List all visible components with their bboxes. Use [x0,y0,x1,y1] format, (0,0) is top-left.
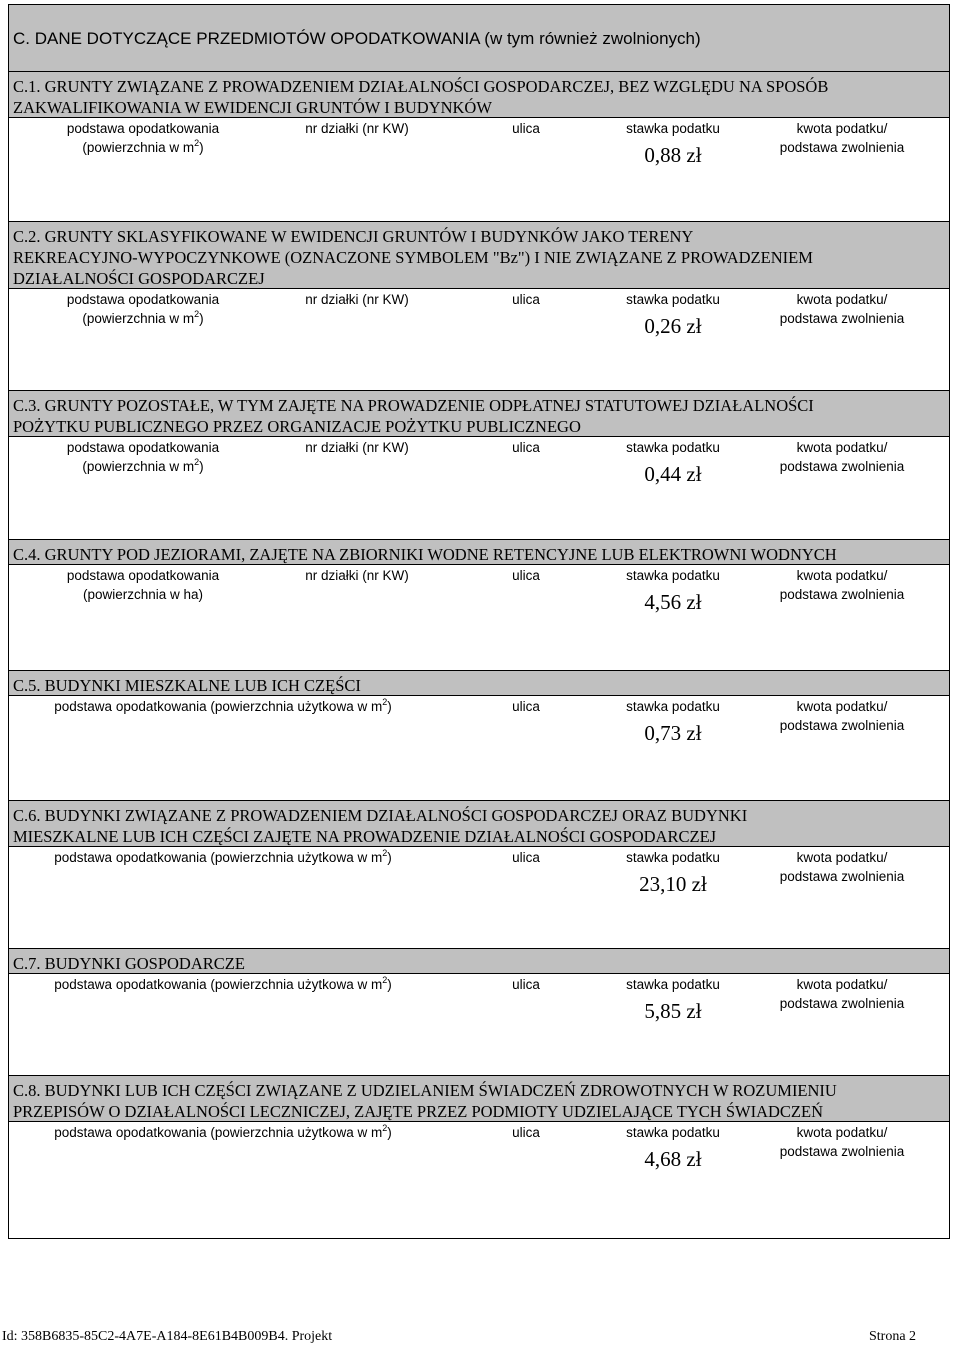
tax-rate-value: 4,56 zł [644,590,702,614]
base-area-label [54,699,391,714]
footer-document-id: Id: 358B6835-85C2-4A7E-A184-8E61B4B009B4. Projekt [2,1329,333,1344]
section-header-line: REKREACYJNO-WYPOCZYNKOWE (OZNACZONE SYMBOLEM "Bz") I NIE ZWIĄZANE Z PROWADZENIEM [13,248,813,267]
section-8-header [9,1076,949,1122]
exemption-basis-label: podstawa zwolnienia [779,459,905,474]
tax-rate-value: 0,88 zł [644,143,702,167]
base-area-text: podstawa opodatkowania (powierzchnia użytkowa w m [54,850,383,865]
square-superscript: 2 [194,457,200,467]
street-label: ulica [512,699,540,714]
section-header-line: POŻYTKU PUBLICZNEGO PRZEZ ORGANIZACJE POŻYTKU PUBLICZNEGO [13,417,581,436]
section-6-header [9,801,949,847]
section-2-fields [9,289,949,389]
square-superscript: 2 [194,309,200,319]
base-area-label [54,977,391,992]
tax-rate-label: stawka podatku [626,440,720,455]
street-label: ulica [512,850,540,865]
exemption-basis-label: podstawa zwolnienia [779,311,905,326]
section-header-line: C.2. GRUNTY SKLASYFIKOWANE W EWIDENCJI GRUNTÓW I BUDYNKÓW JAKO TERENY [13,227,694,246]
section-8-fields [9,1122,949,1222]
base-label: podstawa opodatkowania [66,440,220,455]
section-4 [9,540,949,671]
tax-rate-label: stawka podatku [626,568,720,583]
section-7-header [9,949,949,974]
footer-page-number: Strona 2 [869,1329,917,1344]
section-7 [9,949,949,1076]
tax-rate-label: stawka podatku [626,699,720,714]
street-label: ulica [512,568,540,583]
section-1 [9,72,949,222]
base-label: podstawa opodatkowania [66,121,220,136]
section-header-line: C.5. BUDYNKI MIESZKALNE LUB ICH CZĘŚCI [13,676,361,695]
tax-amount-label: kwota podatku/ [796,850,888,865]
street-label: ulica [512,977,540,992]
closing-paren: ) [387,1125,392,1140]
tax-amount-label: kwota podatku/ [796,1125,888,1140]
square-superscript: 2 [382,697,388,707]
base-area-label [54,850,391,865]
exemption-basis-label: podstawa zwolnienia [779,140,905,155]
section-3 [9,391,949,540]
plot-number-label: nr działki (nr KW) [305,121,409,136]
form-section-c [8,4,950,1239]
tax-amount-label: kwota podatku/ [796,699,888,714]
section-header-line: C.8. BUDYNKI LUB ICH CZĘŚCI ZWIĄZANE Z UDZIELANIEM ŚWIADCZEŃ ZDROWOTNYCH W ROZUMIENIU [13,1081,837,1100]
area-unit-text: (powierzchnia w m [82,459,195,474]
area-unit-label [82,140,203,155]
tax-rate-label: stawka podatku [626,850,720,865]
area-unit-label [82,311,203,326]
section-header-line: C.3. GRUNTY POZOSTAŁE, W TYM ZAJĘTE NA PROWADZENIE ODPŁATNEJ STATUTOWEJ DZIAŁALNOŚCI [13,396,814,415]
base-area-label [54,1125,391,1140]
base-area-text: podstawa opodatkowania (powierzchnia użytkowa w m [54,1125,383,1140]
exemption-basis-label: podstawa zwolnienia [779,1144,905,1159]
section-4-fields [9,565,949,665]
section-4-header [9,540,949,565]
tax-rate-label: stawka podatku [626,977,720,992]
tax-rate-label: stawka podatku [626,121,720,136]
section-header-line: ZAKWALIFIKOWANIA W EWIDENCJI GRUNTÓW I BUDYNKÓW [13,98,492,117]
base-area-text: podstawa opodatkowania (powierzchnia użytkowa w m [54,977,383,992]
base-label: podstawa opodatkowania [66,568,220,583]
closing-paren: ) [387,850,392,865]
section-5-header [9,671,949,696]
section-1-fields [9,118,949,218]
exemption-basis-label: podstawa zwolnienia [779,587,905,602]
closing-paren: ) [387,977,392,992]
section-3-fields [9,437,949,537]
section-2-header [9,222,949,289]
tax-rate-label: stawka podatku [626,292,720,307]
tax-rate-value: 0,26 zł [644,314,702,338]
sections-container [9,72,949,1224]
square-superscript: 2 [194,138,200,148]
closing-paren: ) [387,699,392,714]
square-superscript: 2 [382,1123,388,1133]
tax-amount-label: kwota podatku/ [796,440,888,455]
tax-rate-value: 0,73 zł [644,721,702,745]
tax-rate-value: 23,10 zł [639,872,707,896]
section-5-fields [9,696,949,796]
section-header-line: C.6. BUDYNKI ZWIĄZANE Z PROWADZENIEM DZIAŁALNOŚCI GOSPODARCZEJ ORAZ BUDYNKI [13,806,748,825]
exemption-basis-label: podstawa zwolnienia [779,718,905,733]
closing-paren: ) [199,311,204,326]
area-unit-text: (powierzchnia w m [82,140,195,155]
section-header-line: C.7. BUDYNKI GOSPODARCZE [13,954,245,973]
closing-paren: ) [199,459,204,474]
plot-number-label: nr działki (nr KW) [305,568,409,583]
base-area-text: podstawa opodatkowania (powierzchnia użytkowa w m [54,699,383,714]
section-3-header [9,391,949,437]
street-label: ulica [512,1125,540,1140]
street-label: ulica [512,440,540,455]
tax-amount-label: kwota podatku/ [796,292,888,307]
area-unit-text: (powierzchnia w ha) [82,587,204,602]
tax-rate-value: 4,68 zł [644,1147,702,1171]
section-1-header [9,72,949,118]
plot-number-label: nr działki (nr KW) [305,292,409,307]
exemption-basis-label: podstawa zwolnienia [779,996,905,1011]
section-2 [9,222,949,391]
area-unit-label [82,459,203,474]
section-header-line: MIESZKALNE LUB ICH CZĘŚCI ZAJĘTE NA PROWADZENIE DZIAŁALNOŚCI GOSPODARCZEJ [13,827,717,846]
section-5 [9,671,949,801]
square-superscript: 2 [382,848,388,858]
square-superscript: 2 [382,975,388,985]
base-label: podstawa opodatkowania [66,292,220,307]
tax-rate-value: 5,85 zł [644,999,702,1023]
closing-paren: ) [199,140,204,155]
tax-rate-value: 0,44 zł [644,462,702,486]
plot-number-label: nr działki (nr KW) [305,440,409,455]
street-label: ulica [512,121,540,136]
section-header-line: PRZEPISÓW O DZIAŁALNOŚCI LECZNICZEJ, ZAJĘTE PRZEZ PODMIOTY UDZIELAJĄCE TYCH ŚWIADCZEŃ [13,1102,823,1121]
tax-amount-label: kwota podatku/ [796,121,888,136]
tax-amount-label: kwota podatku/ [796,977,888,992]
section-header-line: DZIAŁALNOŚCI GOSPODARCZEJ [13,269,265,288]
section-8 [9,1076,949,1224]
section-6-fields [9,847,949,947]
section-7-fields [9,974,949,1074]
street-label: ulica [512,292,540,307]
section-header-line: C.4. GRUNTY POD JEZIORAMI, ZAJĘTE NA ZBIORNIKI WODNE RETENCYJNE LUB ELEKTROWNI WODNYCH [13,545,837,564]
area-unit-text: (powierzchnia w m [82,311,195,326]
section-6 [9,801,949,949]
area-unit-label [83,587,203,602]
section-header-line: C.1. GRUNTY ZWIĄZANE Z PROWADZENIEM DZIAŁALNOŚCI GOSPODARCZEJ, BEZ WZGLĘDU NA SPOSÓB [13,77,829,96]
tax-rate-label: stawka podatku [626,1125,720,1140]
tax-amount-label: kwota podatku/ [796,568,888,583]
section-c-title: C. DANE DOTYCZĄCE PRZEDMIOTÓW OPODATKOWANIA (w tym również zwolnionych) [9,5,949,72]
exemption-basis-label: podstawa zwolnienia [779,869,905,884]
